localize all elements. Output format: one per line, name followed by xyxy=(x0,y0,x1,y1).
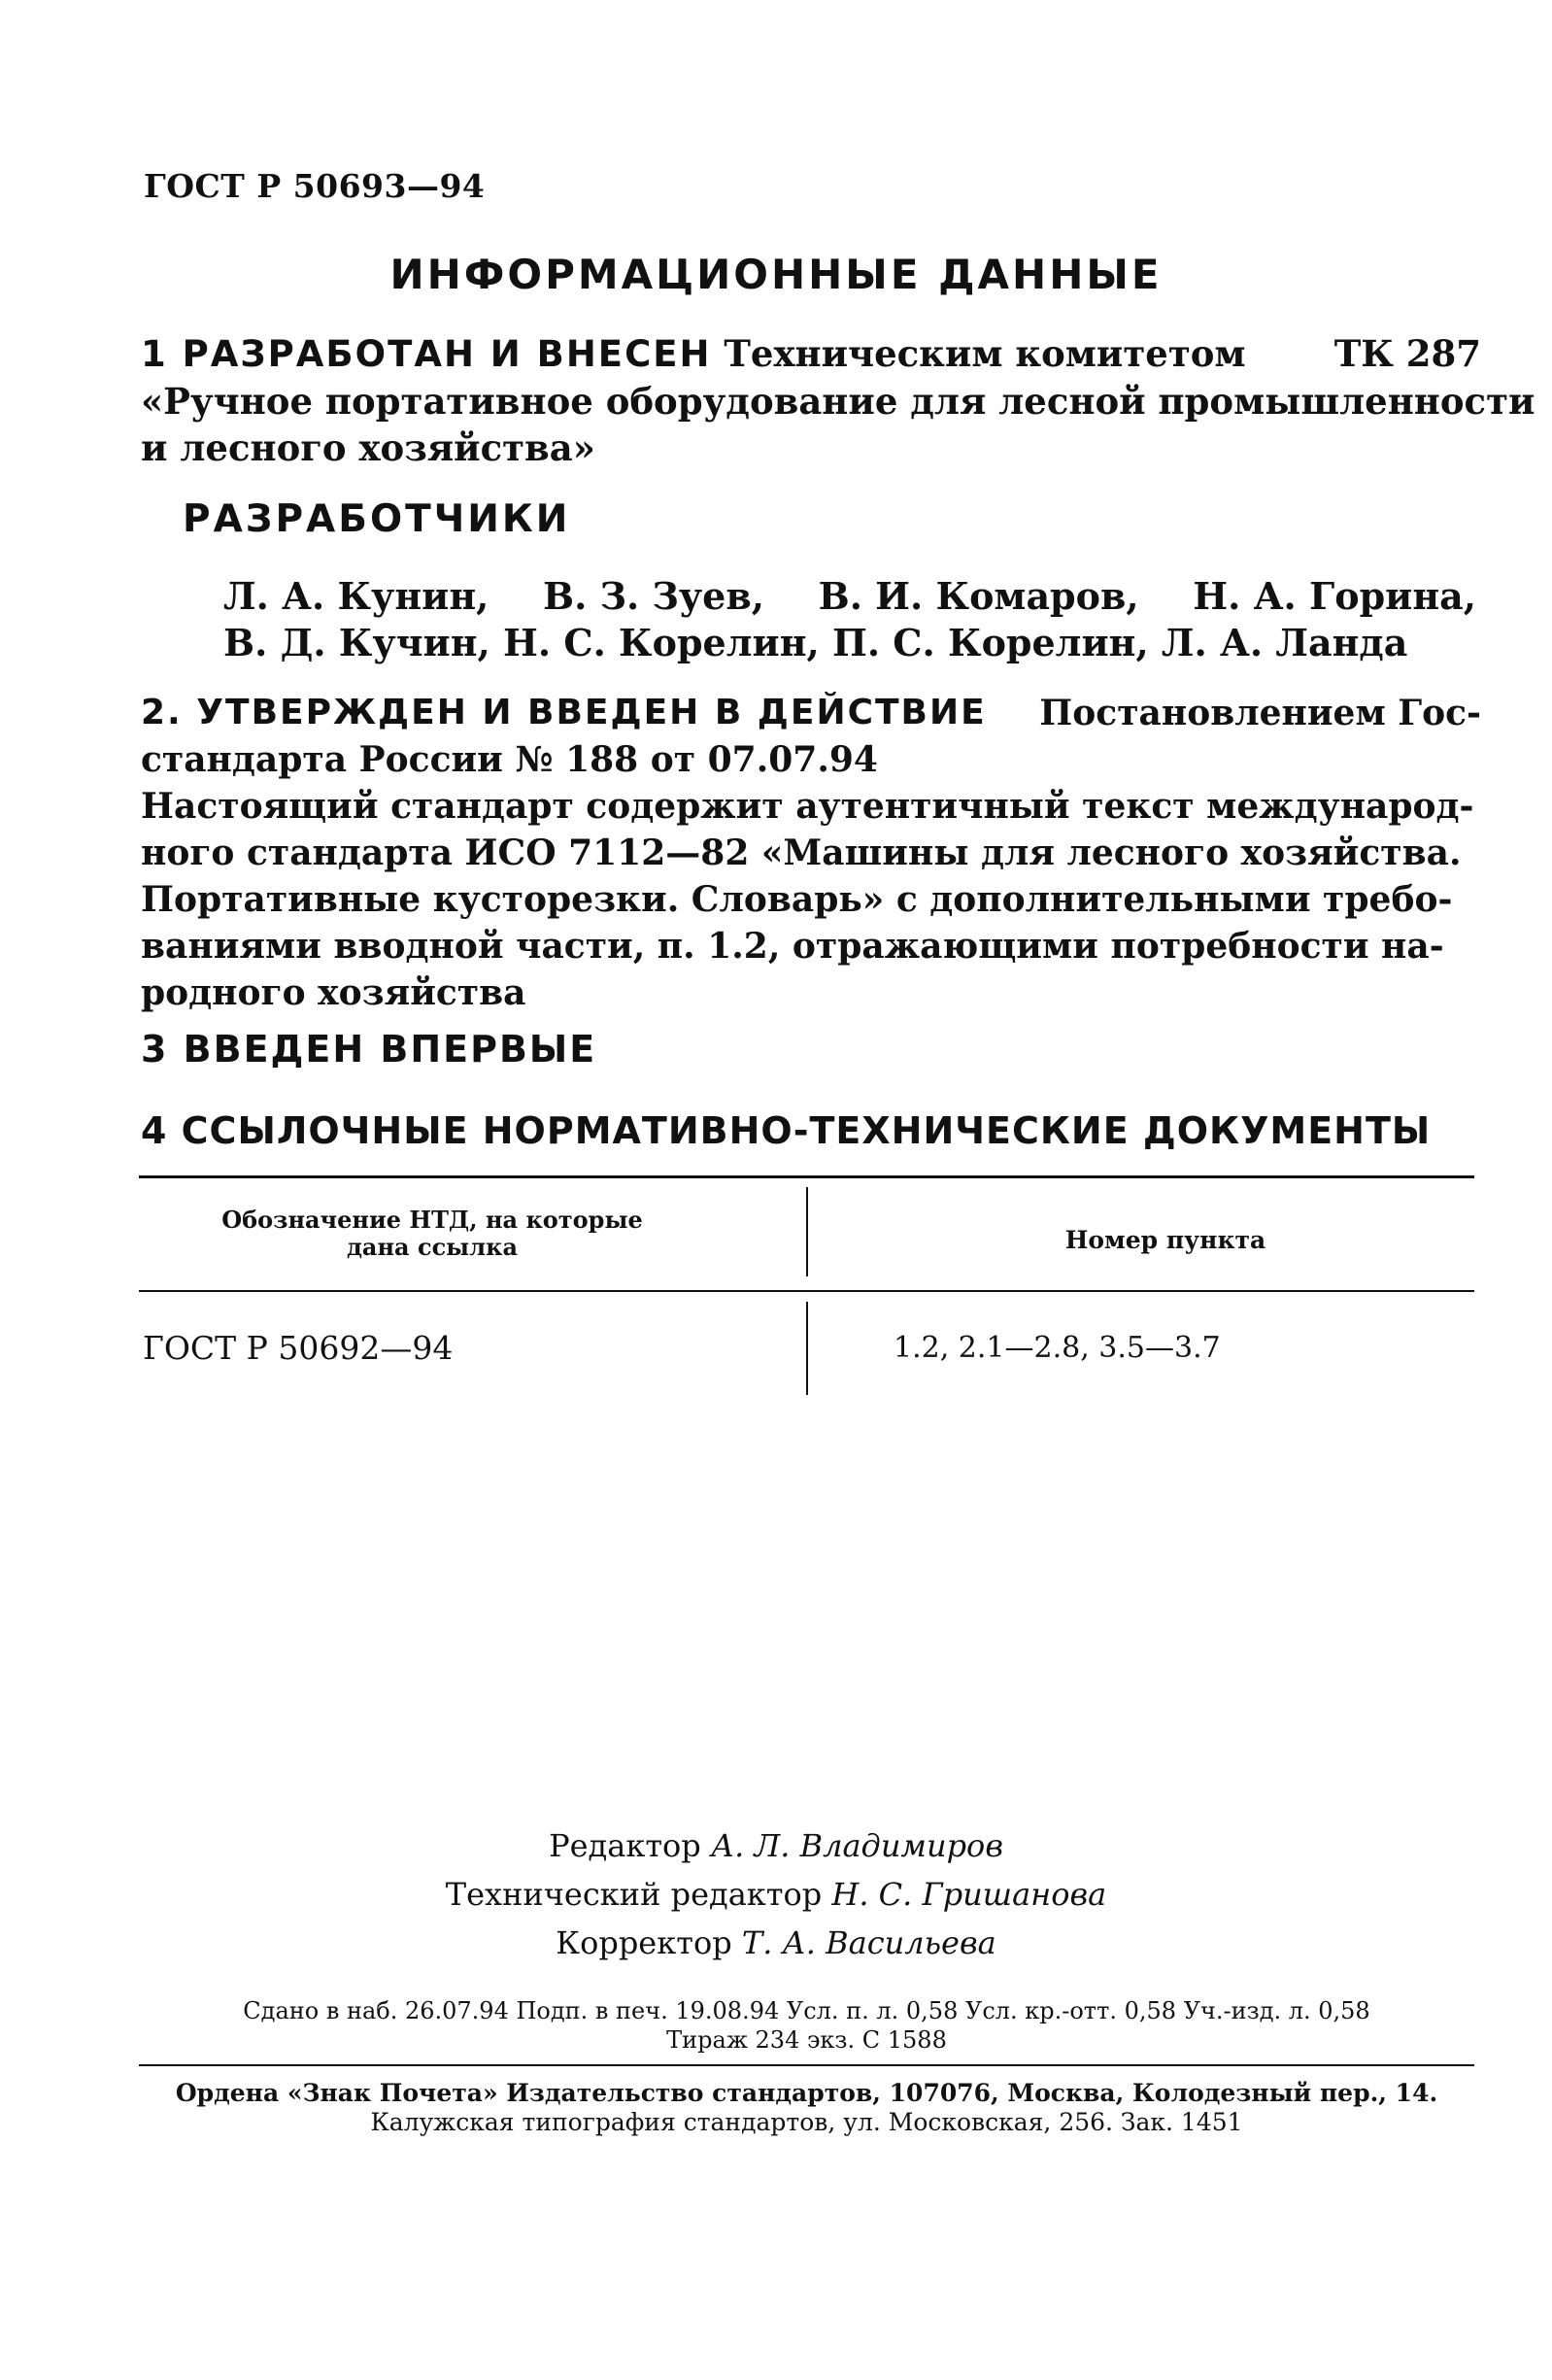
table-header-document: Обозначение НТД, на которые дана ссылка xyxy=(221,1206,643,1261)
page-title: ИНФОРМАЦИОННЫЕ ДАННЫЕ xyxy=(389,251,1163,298)
developer-name: Л. А. Кунин, xyxy=(223,574,489,618)
developers-row-2: В. Д. Кучин, Н. С. Корелин, П. С. Корелин, Л. А. Ланда xyxy=(223,621,1408,664)
imprint-line-2: Тираж 234 экз. С 1588 xyxy=(666,2026,947,2054)
printer-info xyxy=(139,2079,1474,2137)
section-4-heading: 4 ССЫЛОЧНЫЕ НОРМАТИВНО-ТЕХНИЧЕСКИЕ ДОКУМЕНТЫ xyxy=(141,1109,1432,1152)
section-2-line: Портативные кусторезки. Словарь» с дополнительными требо- xyxy=(141,879,1453,920)
table-column-divider xyxy=(806,1302,808,1395)
credit-tech-editor xyxy=(0,1870,1552,1919)
credit-editor-name: А. Л. Владимиров xyxy=(710,1827,1003,1864)
credits xyxy=(0,1821,1552,1967)
developer-name: В. И. Комаров, xyxy=(818,574,1139,618)
credit-tech-name: Н. С. Гришанова xyxy=(831,1876,1107,1913)
credit-corrector-name: Т. А. Васильева xyxy=(741,1924,996,1961)
developers-heading: РАЗРАБОТЧИКИ xyxy=(183,497,571,541)
developer-name: В. З. Зуев, xyxy=(543,574,764,618)
section-1-committee: Техническим комитетом xyxy=(724,332,1246,375)
credit-corrector-label: Корректор xyxy=(556,1924,732,1961)
section-2-line: ного стандарта ИСО 7112—82 «Машины для лесного хозяйства. xyxy=(141,833,1462,873)
section-2-line: ваниями вводной части, п. 1.2, отражающими потребности на- xyxy=(141,926,1444,967)
section-1-heading: 1 РАЗРАБОТАН И ВНЕСЕН xyxy=(141,333,712,375)
developers-list xyxy=(223,573,1476,666)
section-2-last-line: родного хозяйства xyxy=(141,972,526,1013)
imprint-rule xyxy=(139,2064,1474,2066)
table-top-rule xyxy=(139,1175,1474,1178)
table-column-divider xyxy=(806,1187,808,1276)
table-header-item-number: Номер пункта xyxy=(1064,1226,1266,1254)
section-3: 3 ВВЕДЕН ВПЕРВЫЕ xyxy=(141,1028,597,1071)
section-2-heading: 2. УТВЕРЖДЕН И ВВЕДЕН В ДЕЙСТВИЕ xyxy=(141,693,987,732)
section-2 xyxy=(141,690,1481,1016)
section-2-line-2: стандарта России № 188 от 07.07.94 xyxy=(141,739,878,780)
developer-name: Н. А. Горина, xyxy=(1193,574,1476,618)
section-1-tk: ТК 287 xyxy=(1333,332,1481,375)
table-header-rule xyxy=(139,1290,1474,1292)
credit-corrector xyxy=(0,1919,1552,1967)
imprint-line-1: Сдано в наб. 26.07.94 Подп. в печ. 19.08.94 Усл. п. л. 0,58 Усл. кр.-отт. 0,58 Уч.-изд. л. 0,58 xyxy=(243,1997,1370,2024)
section-2-line: Настоящий стандарт содержит аутентичный текст международ- xyxy=(141,786,1474,827)
section-1-line-2: «Ручное портативное оборудование для лесной промышленности xyxy=(141,380,1535,423)
table-cell-document: ГОСТ Р 50692—94 xyxy=(143,1329,454,1367)
imprint xyxy=(139,1996,1474,2055)
credit-tech-label: Технический редактор xyxy=(445,1876,823,1913)
printer-line-2: Калужская типография стандартов, ул. Московская, 256. Зак. 1451 xyxy=(370,2108,1243,2136)
section-1 xyxy=(141,330,1535,471)
printer-line-1: Ордена «Знак Почета» Издательство стандартов, 107076, Москва, Колодезный пер., 14. xyxy=(175,2079,1438,2107)
credit-editor xyxy=(0,1821,1552,1870)
credit-editor-label: Редактор xyxy=(549,1827,701,1864)
section-1-line-3: и лесного хозяйства» xyxy=(141,426,595,469)
table-cell-items: 1.2, 2.1—2.8, 3.5—3.7 xyxy=(894,1331,1221,1365)
document-code: ГОСТ Р 50693—94 xyxy=(144,167,486,205)
section-2-line-1-rest: Постановлением Гос- xyxy=(1039,693,1481,733)
